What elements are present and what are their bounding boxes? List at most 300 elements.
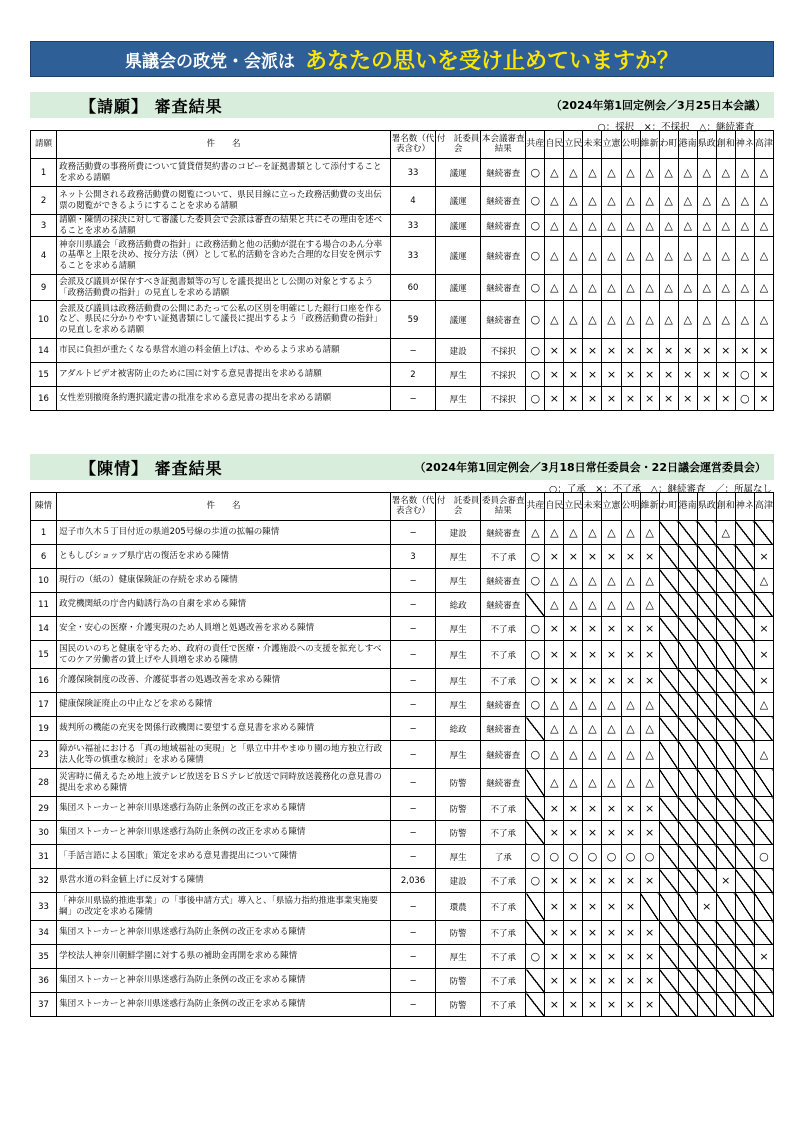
party-vote-mark: △ — [678, 237, 697, 275]
party-vote-mark: × — [659, 339, 678, 363]
table-row — [31, 521, 774, 545]
party-vote-mark: × — [659, 387, 678, 411]
party-vote-mark: ○ — [526, 869, 545, 893]
row-number: 1 — [31, 159, 57, 187]
party-vote-mark: × — [583, 821, 602, 845]
row-committee: 厚生 — [436, 363, 481, 387]
party-vote-mark: × — [602, 545, 621, 569]
party-vote-mark: × — [754, 363, 773, 387]
party-vote-mark — [716, 969, 735, 993]
party-vote-mark: × — [621, 969, 640, 993]
party-vote-mark: × — [602, 641, 621, 669]
row-number: 33 — [31, 893, 57, 921]
party-vote-mark: △ — [583, 741, 602, 769]
header-party: 維新 — [640, 493, 659, 521]
party-vote-mark: ○ — [526, 187, 545, 215]
party-vote-mark: △ — [716, 275, 735, 301]
row-committee: 厚生 — [436, 545, 481, 569]
party-vote-mark — [697, 641, 716, 669]
row-result: 継続審査 — [481, 159, 526, 187]
row-title: 女性差別撤廃条約選択議定書の批准を求める意見書の提出を求める請願 — [57, 387, 391, 411]
party-vote-mark — [735, 641, 754, 669]
party-vote-mark: × — [754, 339, 773, 363]
row-signatures: 2,036 — [390, 869, 435, 893]
party-vote-mark: △ — [583, 187, 602, 215]
party-vote-mark: ○ — [526, 617, 545, 641]
party-vote-mark: × — [602, 387, 621, 411]
table-row — [31, 769, 774, 797]
row-signatures: − — [390, 339, 435, 363]
party-vote-mark — [678, 521, 697, 545]
row-number: 29 — [31, 797, 57, 821]
party-vote-mark: × — [640, 641, 659, 669]
table-row — [31, 339, 774, 363]
party-vote-mark — [659, 717, 678, 741]
party-vote-mark — [659, 797, 678, 821]
row-number: 34 — [31, 921, 57, 945]
party-vote-mark — [716, 593, 735, 617]
party-vote-mark: △ — [640, 769, 659, 797]
party-vote-mark: △ — [640, 593, 659, 617]
row-result: 不了承 — [481, 545, 526, 569]
row-signatures: 60 — [390, 275, 435, 301]
party-vote-mark — [678, 921, 697, 945]
party-vote-mark: △ — [621, 693, 640, 717]
row-result: 不採択 — [481, 387, 526, 411]
party-vote-mark: × — [640, 921, 659, 945]
party-vote-mark: × — [621, 821, 640, 845]
party-vote-mark — [526, 921, 545, 945]
party-vote-mark — [678, 845, 697, 869]
party-vote-mark — [678, 693, 697, 717]
party-vote-mark: × — [621, 921, 640, 945]
row-result: 了承 — [481, 845, 526, 869]
party-vote-mark: × — [545, 893, 564, 921]
header-party: 公明 — [621, 493, 640, 521]
party-vote-mark — [735, 993, 754, 1017]
party-vote-mark: × — [754, 387, 773, 411]
party-vote-mark — [735, 769, 754, 797]
party-vote-mark: △ — [564, 717, 583, 741]
party-vote-mark: △ — [602, 187, 621, 215]
party-vote-mark: △ — [564, 693, 583, 717]
row-title: 会派及び議員は政務活動費の公開にあたって公私の区別を明確にした銀行口座を作るなど、県民に分かりやすい証拠書類にして議長に提出するよう「政務活動費の指針」の見直しを求める請願 — [57, 301, 391, 339]
table-row — [31, 993, 774, 1017]
party-vote-mark: × — [678, 387, 697, 411]
row-committee: 建設 — [436, 869, 481, 893]
party-vote-mark — [754, 821, 773, 845]
row-committee: 建設 — [436, 339, 481, 363]
row-title: 学校法人神奈川朝鮮学園に対する県の補助金再開を求める陳情 — [57, 945, 391, 969]
row-signatures: − — [390, 797, 435, 821]
party-vote-mark: △ — [602, 693, 621, 717]
row-number: 36 — [31, 969, 57, 993]
row-title: 政党機関紙の庁舎内勧誘行為の自粛を求める陳情 — [57, 593, 391, 617]
party-vote-mark: △ — [564, 159, 583, 187]
row-result: 不了承 — [481, 669, 526, 693]
party-vote-mark: × — [678, 339, 697, 363]
party-vote-mark: × — [545, 821, 564, 845]
party-vote-mark: × — [640, 797, 659, 821]
header-party: 高津 — [754, 131, 773, 159]
party-vote-mark: △ — [697, 237, 716, 275]
row-number: 6 — [31, 545, 57, 569]
party-vote-mark: △ — [545, 187, 564, 215]
party-vote-mark: × — [697, 339, 716, 363]
row-result: 不採択 — [481, 339, 526, 363]
party-vote-mark — [754, 797, 773, 821]
party-vote-mark — [735, 693, 754, 717]
party-vote-mark: △ — [583, 159, 602, 187]
party-vote-mark — [735, 569, 754, 593]
party-vote-mark: × — [716, 387, 735, 411]
party-vote-mark: ○ — [526, 339, 545, 363]
party-vote-mark: × — [716, 339, 735, 363]
party-vote-mark: △ — [564, 237, 583, 275]
row-number: 11 — [31, 593, 57, 617]
party-vote-mark — [735, 617, 754, 641]
row-signatures: 59 — [390, 301, 435, 339]
row-number: 28 — [31, 769, 57, 797]
party-vote-mark: × — [602, 869, 621, 893]
row-signatures: − — [390, 845, 435, 869]
party-vote-mark: × — [545, 617, 564, 641]
party-vote-mark — [659, 945, 678, 969]
party-vote-mark: × — [621, 339, 640, 363]
party-vote-mark — [716, 921, 735, 945]
party-vote-mark: △ — [583, 769, 602, 797]
party-vote-mark: × — [602, 921, 621, 945]
header-party: 神ネ — [735, 493, 754, 521]
party-vote-mark: △ — [545, 301, 564, 339]
party-vote-mark — [735, 869, 754, 893]
row-committee: 厚生 — [436, 845, 481, 869]
party-vote-mark: × — [640, 969, 659, 993]
row-number: 16 — [31, 387, 57, 411]
party-vote-mark: × — [602, 617, 621, 641]
header-row — [31, 493, 774, 521]
party-vote-mark — [678, 545, 697, 569]
row-signatures: − — [390, 693, 435, 717]
party-vote-mark — [678, 969, 697, 993]
party-vote-mark — [678, 993, 697, 1017]
party-vote-mark: ○ — [526, 301, 545, 339]
table-row — [31, 845, 774, 869]
seigan-section-header — [30, 92, 774, 118]
party-vote-mark — [697, 545, 716, 569]
party-vote-mark — [697, 741, 716, 769]
party-vote-mark: × — [545, 993, 564, 1017]
party-vote-mark — [526, 893, 545, 921]
row-number: 31 — [31, 845, 57, 869]
party-vote-mark — [659, 593, 678, 617]
header-party: 立憲 — [602, 131, 621, 159]
party-vote-mark: ○ — [526, 275, 545, 301]
party-vote-mark — [678, 869, 697, 893]
party-vote-mark — [716, 617, 735, 641]
party-vote-mark: × — [621, 869, 640, 893]
party-vote-mark: △ — [545, 215, 564, 237]
row-result: 不了承 — [481, 641, 526, 669]
party-vote-mark — [754, 769, 773, 797]
row-number: 10 — [31, 301, 57, 339]
row-title: 健康保険証廃止の中止などを求める陳情 — [57, 693, 391, 717]
header-party: 共産 — [526, 493, 545, 521]
party-vote-mark — [697, 693, 716, 717]
row-title: 裁判所の機能の充実を関係行政機関に要望する意見書を求める陳情 — [57, 717, 391, 741]
party-vote-mark: × — [602, 945, 621, 969]
party-vote-mark: △ — [545, 237, 564, 275]
party-vote-mark: × — [640, 339, 659, 363]
party-vote-mark: × — [640, 945, 659, 969]
row-title: 県営水道の料金値上げに反対する陳情 — [57, 869, 391, 893]
party-vote-mark: △ — [754, 215, 773, 237]
chinjo-table — [30, 492, 774, 1017]
party-vote-mark — [659, 617, 678, 641]
party-vote-mark: △ — [526, 521, 545, 545]
party-vote-mark — [735, 669, 754, 693]
party-vote-mark: △ — [716, 237, 735, 275]
row-result: 継続審査 — [481, 301, 526, 339]
row-committee: 防警 — [436, 993, 481, 1017]
party-vote-mark — [678, 797, 697, 821]
header-party: 県政 — [697, 131, 716, 159]
seigan-session: （2024年第1回定例会／3月25日本会議） — [550, 99, 766, 112]
party-vote-mark — [678, 893, 697, 921]
party-vote-mark — [659, 669, 678, 693]
row-committee: 総政 — [436, 717, 481, 741]
party-vote-mark: △ — [545, 769, 564, 797]
row-result: 不了承 — [481, 617, 526, 641]
party-vote-mark: × — [583, 945, 602, 969]
row-number: 35 — [31, 945, 57, 969]
party-vote-mark: △ — [716, 159, 735, 187]
row-number: 32 — [31, 869, 57, 893]
party-vote-mark — [678, 617, 697, 641]
row-number: 4 — [31, 237, 57, 275]
party-vote-mark — [735, 797, 754, 821]
table-row — [31, 275, 774, 301]
party-vote-mark: △ — [697, 187, 716, 215]
party-vote-mark — [678, 769, 697, 797]
party-vote-mark — [659, 741, 678, 769]
table-row — [31, 797, 774, 821]
party-vote-mark — [697, 717, 716, 741]
table-row — [31, 187, 774, 215]
party-vote-mark: △ — [583, 717, 602, 741]
party-vote-mark — [697, 821, 716, 845]
party-vote-mark: × — [583, 641, 602, 669]
row-committee: 防警 — [436, 769, 481, 797]
header-party: 創和 — [716, 493, 735, 521]
party-vote-mark: × — [545, 945, 564, 969]
header-party: わ町 — [659, 493, 678, 521]
party-vote-mark: △ — [564, 593, 583, 617]
party-vote-mark: × — [754, 641, 773, 669]
party-vote-mark: ○ — [583, 845, 602, 869]
party-vote-mark: △ — [678, 159, 697, 187]
row-committee: 防警 — [436, 969, 481, 993]
party-vote-mark: × — [564, 797, 583, 821]
party-vote-mark: × — [621, 617, 640, 641]
party-vote-mark: △ — [640, 275, 659, 301]
row-signatures: − — [390, 821, 435, 845]
party-vote-mark — [716, 641, 735, 669]
party-vote-mark: △ — [564, 741, 583, 769]
page-banner — [30, 41, 774, 77]
party-vote-mark — [526, 797, 545, 821]
party-vote-mark — [735, 821, 754, 845]
party-vote-mark: × — [602, 339, 621, 363]
party-vote-mark: × — [564, 545, 583, 569]
row-committee: 厚生 — [436, 387, 481, 411]
party-vote-mark — [735, 921, 754, 945]
table-row — [31, 693, 774, 717]
row-title: 安全・安心の医療・介護実現のため人員増と処遇改善を求める陳情 — [57, 617, 391, 641]
row-number: 3 — [31, 215, 57, 237]
party-vote-mark: △ — [621, 741, 640, 769]
row-signatures: − — [390, 593, 435, 617]
party-vote-mark: × — [545, 363, 564, 387]
row-title: 障がい福祉における「真の地域福祉の実現」と「県立中井やまゆり園の地方独立行政法人化等の慎重な検討」を求める陳情 — [57, 741, 391, 769]
party-vote-mark — [526, 993, 545, 1017]
party-vote-mark: △ — [697, 159, 716, 187]
header-party: 未来 — [583, 131, 602, 159]
party-vote-mark — [697, 769, 716, 797]
party-vote-mark — [697, 845, 716, 869]
table-row — [31, 569, 774, 593]
party-vote-mark — [659, 521, 678, 545]
party-vote-mark — [716, 993, 735, 1017]
party-vote-mark: × — [621, 797, 640, 821]
party-vote-mark: × — [754, 945, 773, 969]
party-vote-mark: △ — [640, 159, 659, 187]
header-party: 立憲 — [602, 493, 621, 521]
row-title: 請願・陳情の採決に対して審議した委員会で会派は審査の結果と共にその理由を述べることを求める請願 — [57, 215, 391, 237]
party-vote-mark: ○ — [735, 363, 754, 387]
row-signatures: − — [390, 387, 435, 411]
party-vote-mark: △ — [602, 769, 621, 797]
party-vote-mark: ○ — [526, 741, 545, 769]
row-number: 37 — [31, 993, 57, 1017]
row-signatures: − — [390, 993, 435, 1017]
party-vote-mark: × — [640, 387, 659, 411]
party-vote-mark: △ — [716, 187, 735, 215]
row-result: 継続審査 — [481, 569, 526, 593]
row-number: 23 — [31, 741, 57, 769]
party-vote-mark — [754, 893, 773, 921]
party-vote-mark — [678, 741, 697, 769]
party-vote-mark: ○ — [526, 845, 545, 869]
party-vote-mark: × — [545, 869, 564, 893]
party-vote-mark — [754, 969, 773, 993]
party-vote-mark: △ — [564, 215, 583, 237]
row-committee: 厚生 — [436, 693, 481, 717]
row-title: 集団ストーカーと神奈川県迷惑行為防止条例の改正を求める陳情 — [57, 969, 391, 993]
party-vote-mark: × — [640, 545, 659, 569]
party-vote-mark — [735, 741, 754, 769]
party-vote-mark: △ — [621, 769, 640, 797]
seigan-legend: ○：採択 ×：不採択 △：継続審査 — [597, 122, 754, 133]
party-vote-mark: △ — [545, 569, 564, 593]
party-vote-mark: △ — [678, 301, 697, 339]
party-vote-mark: × — [564, 993, 583, 1017]
table-row — [31, 159, 774, 187]
party-vote-mark — [659, 545, 678, 569]
header-result: 本会議審査結果 — [481, 131, 526, 159]
table-row — [31, 593, 774, 617]
party-vote-mark: △ — [640, 187, 659, 215]
party-vote-mark: △ — [716, 215, 735, 237]
party-vote-mark: △ — [640, 693, 659, 717]
party-vote-mark: △ — [621, 159, 640, 187]
party-vote-mark: △ — [621, 301, 640, 339]
party-vote-mark — [526, 821, 545, 845]
row-title: アダルトビデオ被害防止のために国に対する意見書提出を求める請願 — [57, 363, 391, 387]
party-vote-mark: △ — [678, 215, 697, 237]
row-result: 継続審査 — [481, 693, 526, 717]
row-title: 集団ストーカーと神奈川県迷惑行為防止条例の改正を求める陳情 — [57, 921, 391, 945]
party-vote-mark: △ — [545, 159, 564, 187]
party-vote-mark: × — [583, 363, 602, 387]
party-vote-mark — [716, 821, 735, 845]
party-vote-mark: × — [583, 893, 602, 921]
party-vote-mark: × — [621, 363, 640, 387]
party-vote-mark: × — [621, 387, 640, 411]
party-vote-mark — [678, 717, 697, 741]
party-vote-mark: △ — [735, 301, 754, 339]
banner-headline: あなたの思いを受け止めていますか？ — [304, 48, 679, 74]
party-vote-mark — [716, 945, 735, 969]
party-vote-mark: × — [640, 993, 659, 1017]
party-vote-mark: △ — [735, 187, 754, 215]
party-vote-mark: × — [697, 363, 716, 387]
party-vote-mark: × — [735, 339, 754, 363]
row-number: 30 — [31, 821, 57, 845]
party-vote-mark: ○ — [526, 159, 545, 187]
row-committee: 議運 — [436, 301, 481, 339]
header-party: 港南 — [678, 131, 697, 159]
party-vote-mark — [716, 545, 735, 569]
party-vote-mark: △ — [754, 741, 773, 769]
row-signatures: − — [390, 521, 435, 545]
table-row — [31, 641, 774, 669]
party-vote-mark: △ — [602, 593, 621, 617]
row-title: 市民に負担が重たくなる県営水道の料金値上げは、やめるよう求める請願 — [57, 339, 391, 363]
row-title: 会派及び議員が保存すべき証拠書類等の写しを議長提出とし公開の対象とするよう「政務活動費の指針」の見直しを求める請願 — [57, 275, 391, 301]
party-vote-mark: △ — [735, 159, 754, 187]
party-vote-mark: △ — [640, 215, 659, 237]
row-committee: 厚生 — [436, 741, 481, 769]
party-vote-mark: ○ — [735, 387, 754, 411]
party-vote-mark: ○ — [526, 945, 545, 969]
row-result: 継続審査 — [481, 215, 526, 237]
party-vote-mark: △ — [564, 769, 583, 797]
row-title: 集団ストーカーと神奈川県迷惑行為防止条例の改正を求める陳情 — [57, 821, 391, 845]
row-title: ネット公開される政務活動費の閲覧について、県民目線に立った政務活動費の支出伝票の閲覧ができるようにすることを求める請願 — [57, 187, 391, 215]
party-vote-mark: △ — [583, 593, 602, 617]
party-vote-mark: × — [583, 387, 602, 411]
party-vote-mark — [716, 893, 735, 921]
row-number: 15 — [31, 363, 57, 387]
party-vote-mark — [697, 617, 716, 641]
party-vote-mark — [754, 521, 773, 545]
row-result: 継続審査 — [481, 717, 526, 741]
party-vote-mark — [697, 969, 716, 993]
header-committee: 付 託委員会 — [436, 493, 481, 521]
party-vote-mark: × — [716, 869, 735, 893]
party-vote-mark — [659, 641, 678, 669]
